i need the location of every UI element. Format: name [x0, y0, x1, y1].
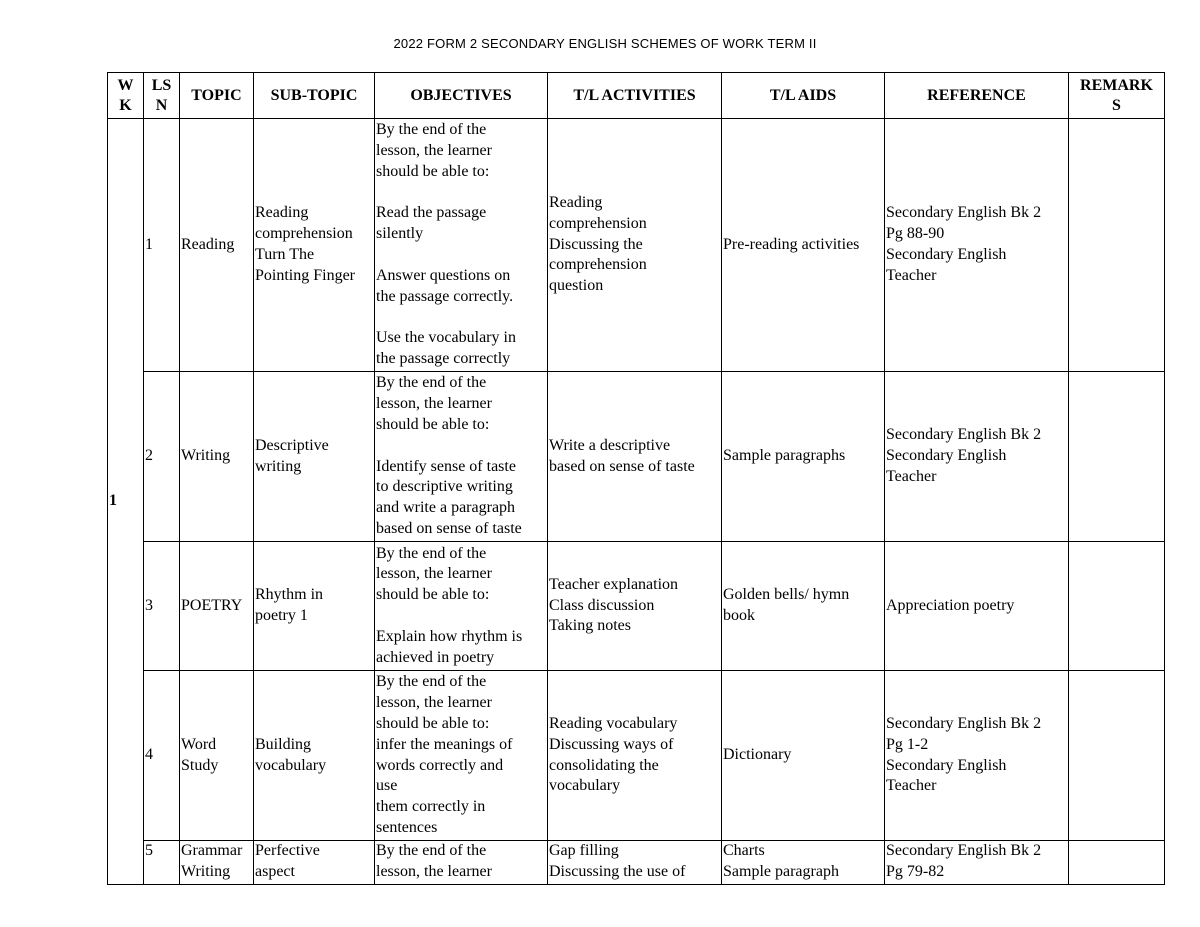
topic-cell: Word Study — [180, 671, 254, 841]
topic-cell: Writing — [180, 372, 254, 542]
lesson-number: 5 — [144, 841, 180, 885]
objective-text: By the end of the lesson, the learner should be able to: infer the meanings of words correctly and use them correctly in sentences — [376, 673, 513, 836]
subtopic-cell: Rhythm in poetry 1 — [254, 542, 375, 671]
reference-cell: Secondary English Bk 2 Pg 88-90 Secondary English Teacher — [885, 119, 1069, 372]
activities-cell: Write a descriptive based on sense of taste — [548, 372, 722, 542]
remarks-cell[interactable] — [1069, 119, 1165, 372]
remarks-cell[interactable] — [1069, 671, 1165, 841]
objective-text: By the end of the lesson, the learner should be able to: — [376, 544, 492, 604]
objective-text: By the end of the lesson, the learner — [376, 842, 492, 880]
header-reference: REFERENCE — [885, 73, 1069, 119]
table-row — [108, 119, 1165, 372]
header-remarks: REMARK S — [1069, 73, 1165, 119]
objectives-cell — [375, 372, 548, 542]
objectives-cell — [375, 542, 548, 671]
table-row — [108, 372, 1165, 542]
activities-cell: Reading comprehension Discussing the comprehension question — [548, 119, 722, 372]
objective-text: Read the passage silently — [376, 204, 487, 243]
lesson-number: 2 — [144, 372, 180, 542]
objectives-cell — [375, 119, 548, 372]
reference-cell: Secondary English Bk 2 Pg 79-82 — [885, 841, 1069, 885]
aids-cell: Sample paragraphs — [722, 372, 885, 542]
lesson-number: 1 — [144, 119, 180, 372]
lesson-number: 3 — [144, 542, 180, 671]
subtopic-cell: Perfective aspect — [254, 841, 375, 885]
header-topic: TOPIC — [180, 73, 254, 119]
objectives-cell — [375, 671, 548, 841]
subtopic-cell: Descriptive writing — [254, 372, 375, 542]
header-activities: T/L ACTIVITIES — [548, 73, 722, 119]
objectives-cell — [375, 841, 548, 885]
aids-cell: Pre-reading activities — [722, 119, 885, 372]
objective-text: By the end of the lesson, the learner should be able to: — [376, 374, 492, 433]
subtopic-cell: Reading comprehension Turn The Pointing Finger — [254, 119, 375, 372]
header-week: W K — [108, 73, 144, 119]
table-row — [108, 671, 1165, 841]
activities-cell: Gap filling Discussing the use of — [548, 841, 722, 885]
reference-cell: Appreciation poetry — [885, 542, 1069, 671]
topic-cell: Reading — [180, 119, 254, 372]
objective-text: Answer questions on the passage correctly. — [376, 266, 514, 305]
objective-text: By the end of the lesson, the learner should be able to: — [376, 121, 492, 180]
table-row — [108, 542, 1165, 671]
lesson-number: 4 — [144, 671, 180, 841]
objective-text: Explain how rhythm is achieved in poetry — [376, 627, 523, 666]
objective-text: Identify sense of taste to descriptive writing and write a paragraph based on sense of taste — [376, 457, 522, 537]
remarks-cell[interactable] — [1069, 372, 1165, 542]
header-row — [108, 73, 1165, 119]
remarks-cell[interactable] — [1069, 542, 1165, 671]
header-aids: T/L AIDS — [722, 73, 885, 119]
header-objectives: OBJECTIVES — [375, 73, 548, 119]
table-row — [108, 841, 1165, 885]
activities-cell: Teacher explanation Class discussion Taking notes — [548, 542, 722, 671]
week-number: 1 — [108, 119, 144, 885]
aids-cell: Charts Sample paragraph — [722, 841, 885, 885]
aids-cell: Golden bells/ hymn book — [722, 542, 885, 671]
header-lesson: LS N — [144, 73, 180, 119]
remarks-cell[interactable] — [1069, 841, 1165, 885]
reference-cell: Secondary English Bk 2 Pg 1-2 Secondary English Teacher — [885, 671, 1069, 841]
scheme-of-work-table — [107, 72, 1165, 885]
activities-cell: Reading vocabulary Discussing ways of consolidating the vocabulary — [548, 671, 722, 841]
topic-cell: Grammar Writing — [180, 841, 254, 885]
reference-cell: Secondary English Bk 2 Secondary English Teacher — [885, 372, 1069, 542]
subtopic-cell: Building vocabulary — [254, 671, 375, 841]
topic-cell: POETRY — [180, 542, 254, 671]
objective-text: Use the vocabulary in the passage correctly — [376, 329, 516, 367]
document-title: 2022 FORM 2 SECONDARY ENGLISH SCHEMES OF WORK TERM II — [393, 36, 817, 51]
header-subtopic: SUB-TOPIC — [254, 73, 375, 119]
aids-cell: Dictionary — [722, 671, 885, 841]
